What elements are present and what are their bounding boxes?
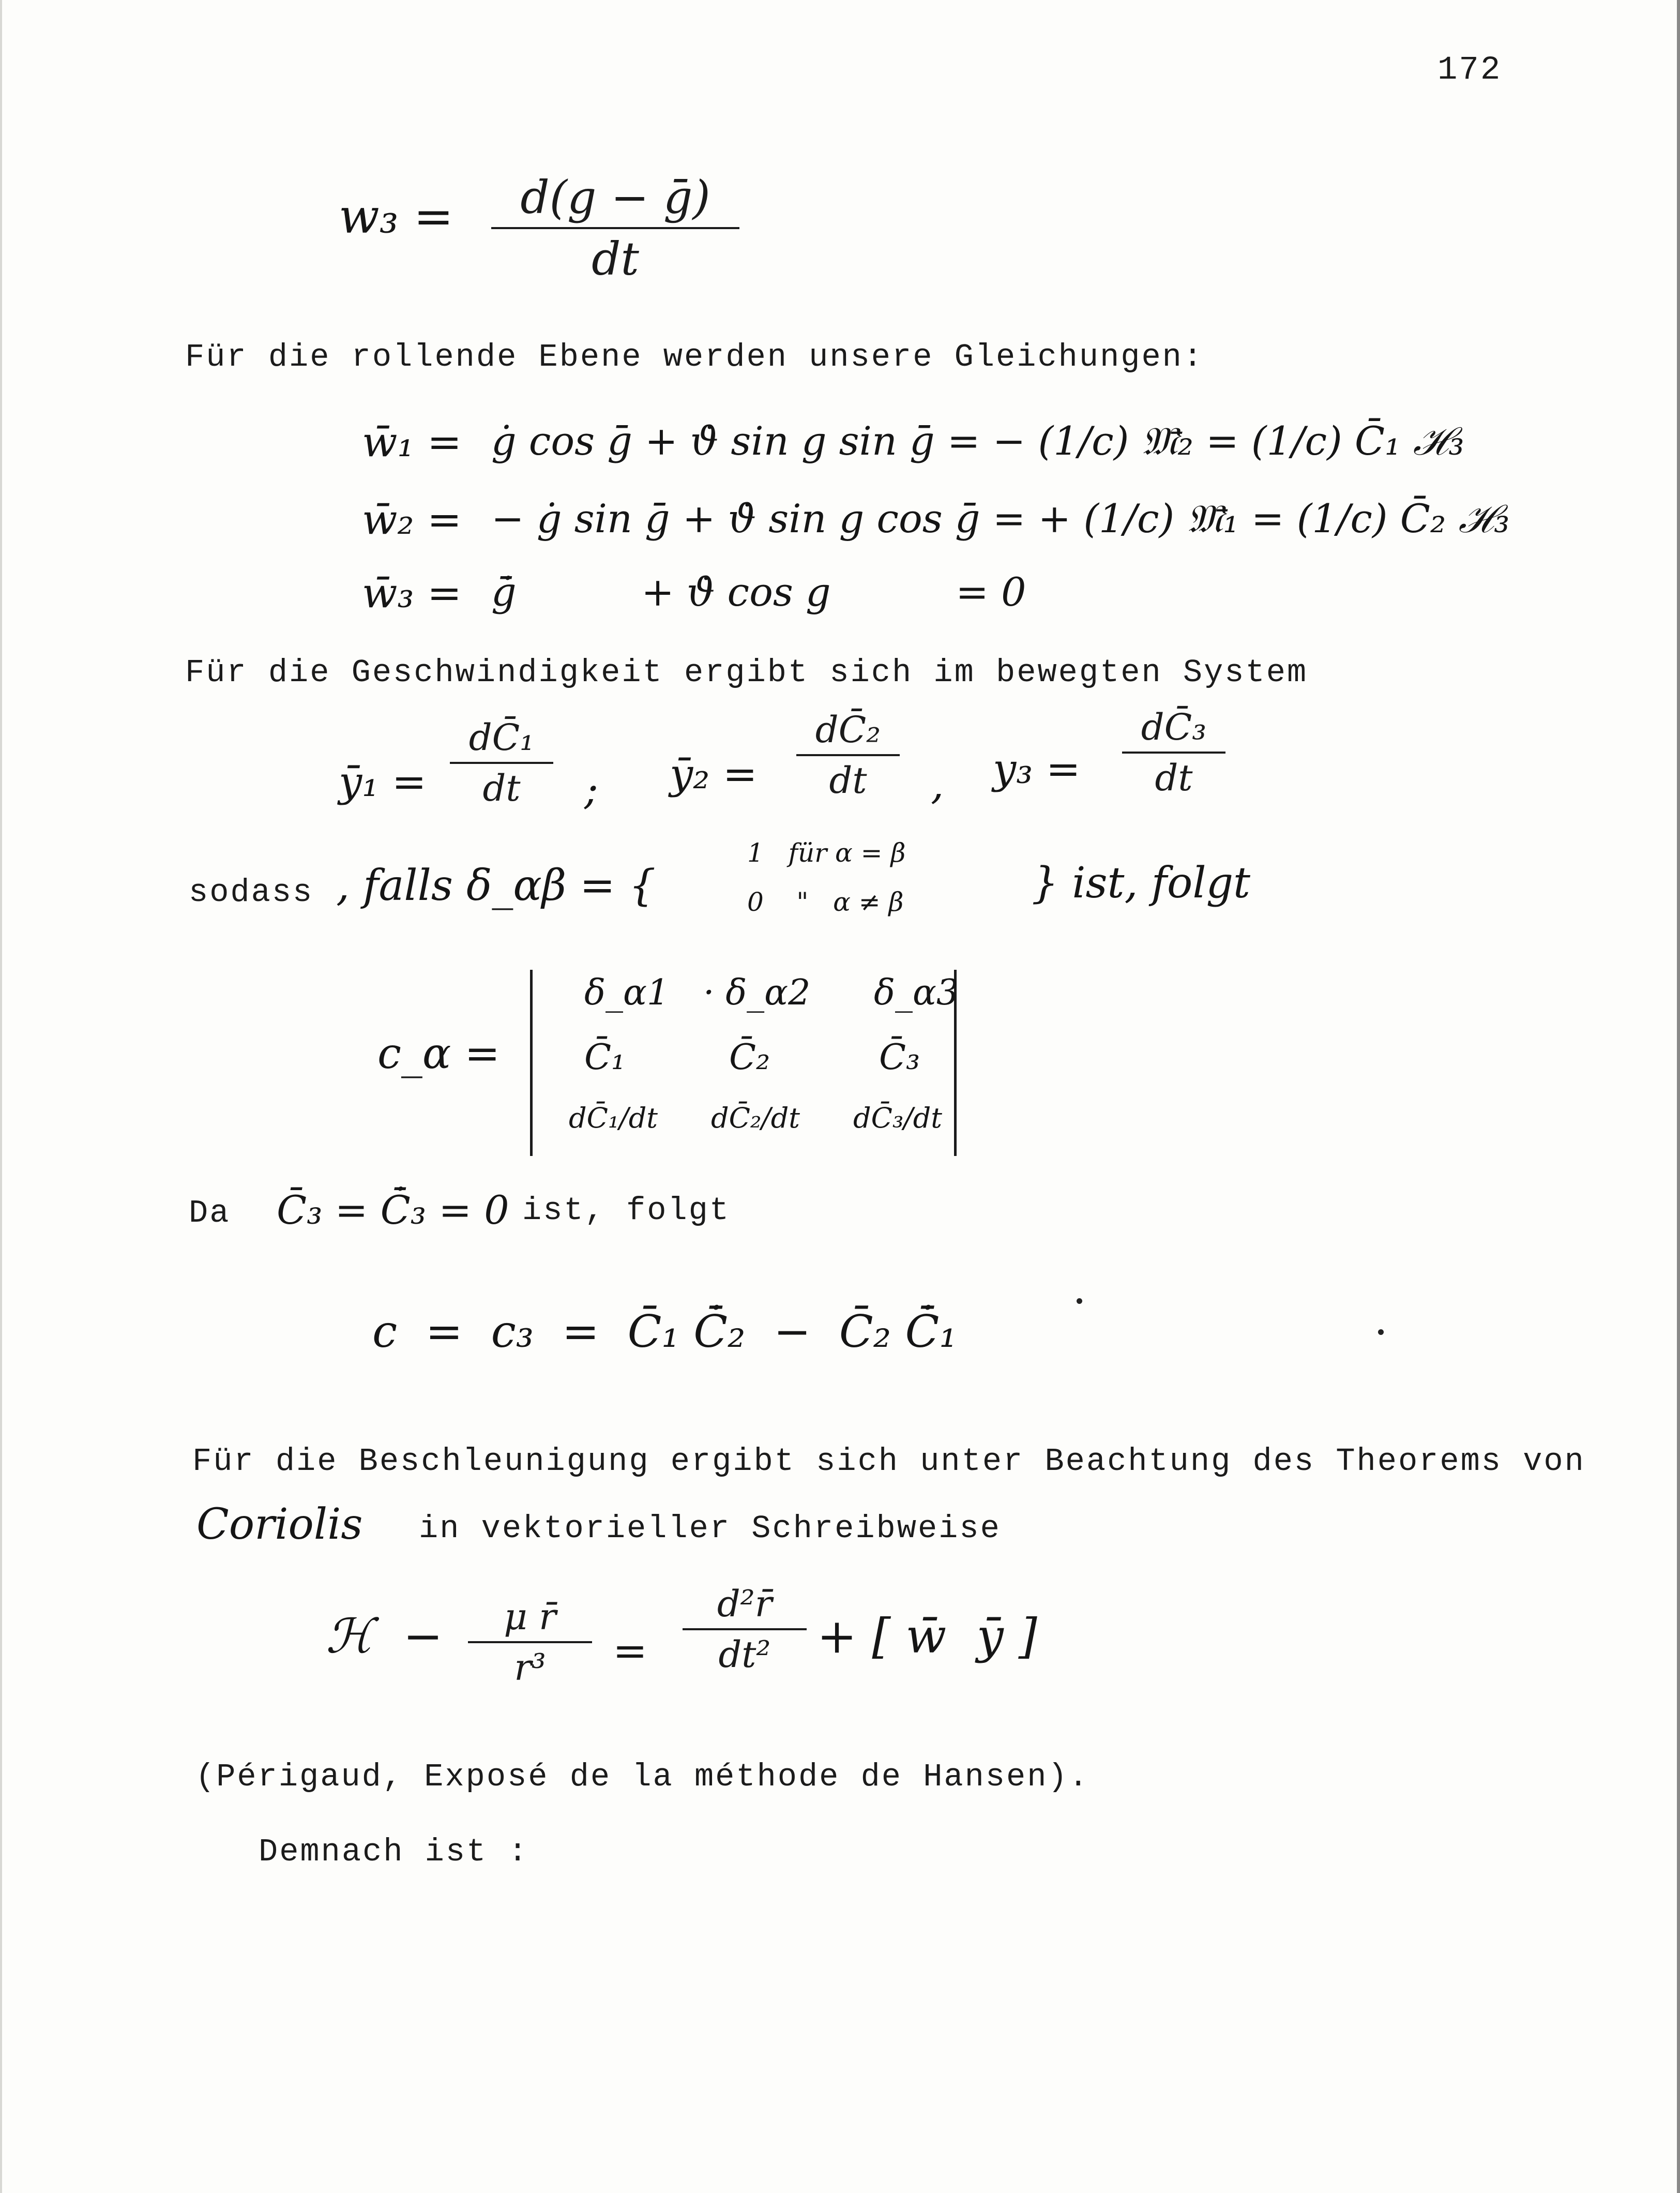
det-r1c2: · δ_α2 xyxy=(703,972,811,1013)
accel-tail: + [ w̄ ȳ ] xyxy=(817,1609,1037,1664)
da-hand: C̄₃ = C̄̇₃ = 0 xyxy=(277,1187,509,1233)
eq-row-1-rhs: ġ cos ḡ + ϑ̇ sin g sin ḡ = − (1/c) 𝔐̄₂ = (1/c) C̄₁ ℋ₃ xyxy=(491,418,1464,464)
accel-frac-1-den: r³ xyxy=(514,1646,546,1689)
scan-edge-right xyxy=(1677,0,1680,2193)
velocity-1-den: dt xyxy=(482,767,521,809)
velocity-1-num: dC̄₁ xyxy=(468,716,535,759)
velocity-3-num: dC̄₃ xyxy=(1141,706,1207,748)
velocity-1-sep: ; xyxy=(584,765,598,814)
determinant-bar-left xyxy=(530,970,533,1156)
c-formula: c = c₃ = C̄₁ C̄̇₂ − C̄₂ C̄̇₁ xyxy=(372,1306,957,1358)
det-r2c3: C̄₃ xyxy=(879,1037,920,1078)
accel-lhs: ℋ − xyxy=(326,1609,443,1664)
citation: (Périgaud, Exposé de la méthode de Hansen). xyxy=(195,1759,1089,1795)
sodass-tail: } ist, folgt xyxy=(1032,859,1251,908)
velocity-2-den: dt xyxy=(829,759,867,802)
stray-dot xyxy=(1077,1298,1082,1304)
fraction-bar xyxy=(450,762,553,764)
fraction-bar xyxy=(468,1641,592,1643)
eq-row-3-rhs: ḡ̇ + ϑ̇ cos g = 0 xyxy=(491,569,1026,615)
eq-row-3-lhs: w̄₃ = xyxy=(362,569,462,617)
para-velocity: Für die Geschwindigkeit ergibt sich im bewegten System xyxy=(185,654,1308,691)
det-r1c1: δ_α1 xyxy=(584,972,670,1013)
sodass-case-2: 0 " α ≠ β xyxy=(747,887,904,917)
fraction-bar xyxy=(683,1628,807,1630)
coriolis-text: in vektorieller Schreibweise xyxy=(419,1510,1001,1547)
para-rolling-plane: Für die rollende Ebene werden unsere Gleichungen: xyxy=(185,339,1204,375)
formula-w3-num: d(g − ḡ) xyxy=(520,171,710,224)
det-r2c1: C̄₁ xyxy=(584,1037,626,1078)
accel-frac-2-den: dt² xyxy=(718,1633,771,1676)
fraction-bar xyxy=(796,754,900,756)
accel-frac-2-num: d²r̄ xyxy=(717,1583,773,1625)
velocity-2-lhs: ȳ₂ = xyxy=(670,750,758,798)
velocity-1-lhs: ȳ₁ = xyxy=(339,758,427,806)
det-r1c3: δ_α3 xyxy=(874,972,959,1013)
formula-w3-lhs: w₃ = xyxy=(339,189,453,244)
sodass-case-1: 1 für α = β xyxy=(747,838,906,868)
coriolis-hand: Coriolis xyxy=(196,1500,363,1549)
demnach-ist: Demnach ist : xyxy=(259,1834,529,1870)
eq-row-1-lhs: w̄₁ = xyxy=(362,418,462,466)
eq-row-2-rhs: − ġ sin ḡ + ϑ̇ sin g cos ḡ = + (1/c) 𝔐̄₁ = (1/c) C̄₂ ℋ₃ xyxy=(491,495,1510,542)
det-r2c2: C̄₂ xyxy=(729,1037,770,1078)
determinant-lhs: c_α = xyxy=(377,1029,501,1078)
stray-dot xyxy=(1378,1329,1384,1335)
formula-w3-fraction xyxy=(491,171,739,286)
det-r3c1: dC̄₁/dt xyxy=(569,1102,658,1134)
word-sodass: sodass xyxy=(189,874,314,911)
velocity-1-frac xyxy=(450,716,553,809)
accel-frac-2 xyxy=(683,1583,807,1676)
velocity-2-frac xyxy=(796,709,900,802)
velocity-2-sep: , xyxy=(931,760,944,808)
da-text: ist, folgt xyxy=(522,1192,731,1229)
eq-row-2-lhs: w̄₂ = xyxy=(362,495,462,544)
accel-eq: = xyxy=(613,1627,648,1675)
velocity-3-den: dt xyxy=(1155,757,1193,799)
accel-frac-1 xyxy=(468,1596,592,1689)
fraction-bar xyxy=(1122,752,1225,754)
det-r3c2: dC̄₂/dt xyxy=(711,1102,800,1134)
word-da: Da xyxy=(189,1195,231,1231)
sodass-hand: , falls δ_αβ = { xyxy=(336,861,656,910)
formula-w3-den: dt xyxy=(592,232,639,286)
scan-edge-left xyxy=(0,0,2,2193)
fraction-bar xyxy=(491,227,739,229)
page-number: 172 xyxy=(1437,52,1502,89)
velocity-3-frac xyxy=(1122,706,1225,799)
velocity-3-lhs: y₃ = xyxy=(993,745,1081,793)
velocity-2-num: dC̄₂ xyxy=(815,709,881,751)
det-r3c3: dC̄₃/dt xyxy=(853,1102,942,1134)
para-acceleration: Für die Beschleunigung ergibt sich unter Beachtung des Theorems von xyxy=(192,1443,1585,1480)
accel-frac-1-num: μ r̄ xyxy=(504,1596,556,1638)
